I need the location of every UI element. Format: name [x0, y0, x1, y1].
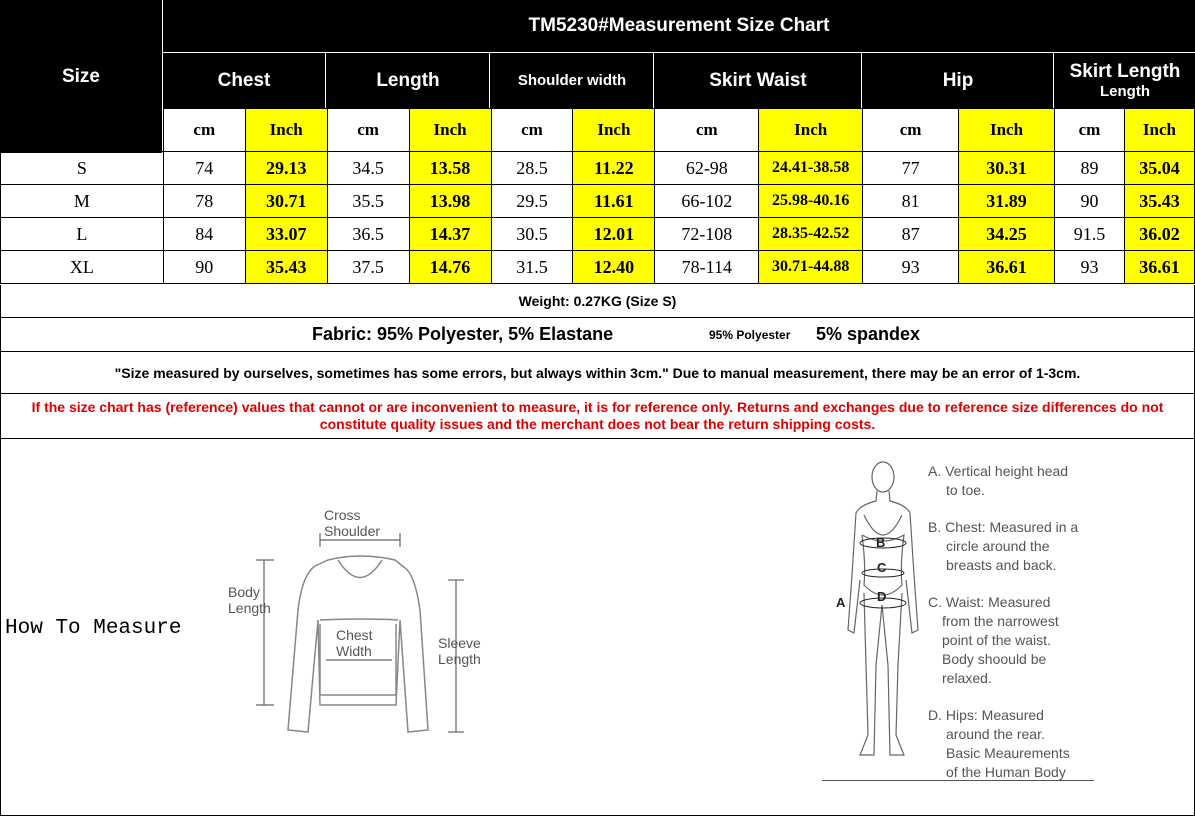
instruction-line: A. Vertical height head	[928, 463, 1069, 479]
size-table	[0, 108, 1195, 284]
value-cell: 78-114	[655, 251, 759, 284]
size-cell: M	[1, 185, 164, 218]
body-label-b: B	[876, 535, 886, 550]
garment-diagram	[220, 500, 510, 750]
size-cell: XL	[1, 251, 164, 284]
fabric-small: 95% Polyester	[709, 327, 791, 342]
value-cell: 14.76	[409, 251, 491, 284]
size-cell: S	[1, 152, 164, 185]
value-cell: 35.04	[1124, 152, 1194, 185]
size-header-label: Size	[61, 65, 101, 87]
value-cell: 33.07	[245, 218, 327, 251]
value-cell: 62-98	[655, 152, 759, 185]
value-cell: 30.5	[491, 218, 573, 251]
size-row-l	[1, 218, 1195, 251]
chart-title-text: TM5230#Measurement Size Chart	[528, 15, 830, 36]
garment-label-sleeve-length: Length	[438, 651, 481, 667]
warning-text: If the size chart has (reference) values that cannot or are inconvenient to measure, it is for reference only. Returns and exchanges due to reference size differences do not constitute quality issues and the merchant does not bear the return shipping costs.	[31, 399, 1164, 432]
value-cell: 89	[1054, 152, 1124, 185]
value-cell: 29.13	[245, 152, 327, 185]
value-cell: 28.5	[491, 152, 573, 185]
size-row-m	[1, 185, 1195, 218]
value-cell: 31.5	[491, 251, 573, 284]
unit-inch: Inch	[245, 109, 327, 152]
value-cell: 78	[163, 185, 245, 218]
value-cell: 35.43	[1124, 185, 1194, 218]
value-cell: 93	[1054, 251, 1124, 284]
garment-label-shoulder: Shoulder	[324, 523, 381, 539]
body-label-a: A	[836, 595, 846, 610]
value-cell: 72-108	[655, 218, 759, 251]
col-header-label: Hip	[942, 69, 974, 91]
how-to-measure-label: How To Measure	[5, 617, 182, 640]
value-cell: 11.61	[573, 185, 655, 218]
value-cell: 35.5	[327, 185, 409, 218]
value-cell: 93	[863, 251, 959, 284]
instruction-line: D. Hips: Measured	[928, 707, 1044, 723]
size-cell: L	[1, 218, 164, 251]
value-cell: 90	[1054, 185, 1124, 218]
instruction-line: Body shoould be	[942, 651, 1047, 667]
unit-cm: cm	[327, 109, 409, 152]
instruction-c	[928, 593, 1128, 688]
disclaimer-row	[0, 352, 1195, 394]
value-cell: 13.98	[409, 185, 491, 218]
body-figure-diagram	[830, 455, 930, 785]
value-cell: 14.37	[409, 218, 491, 251]
instruction-line: relaxed.	[942, 670, 992, 686]
value-cell: 30.31	[959, 152, 1055, 185]
value-cell: 35.43	[245, 251, 327, 284]
col-header-length	[327, 53, 490, 108]
value-cell: 36.61	[959, 251, 1055, 284]
garment-label-body-length: Length	[228, 600, 271, 616]
col-header-skirt-length	[1055, 53, 1195, 108]
warning-row	[0, 394, 1195, 439]
value-cell: 34.25	[959, 218, 1055, 251]
value-cell: 77	[863, 152, 959, 185]
garment-label-cross: Cross	[324, 507, 361, 523]
measure-instructions	[928, 462, 1128, 782]
col-header-label: Chest	[217, 69, 271, 91]
unit-cm: cm	[491, 109, 573, 152]
garment-label-sleeve: Sleeve	[438, 635, 481, 651]
unit-inch: Inch	[409, 109, 491, 152]
instruction-line: B. Chest: Measured in a	[928, 519, 1079, 535]
weight-text: Weight: 0.27KG (Size S)	[518, 293, 677, 309]
value-cell: 13.58	[409, 152, 491, 185]
col-header-hip	[863, 53, 1054, 108]
col-header-label: Skirt Length	[1069, 60, 1181, 82]
unit-cm: cm	[863, 109, 959, 152]
value-cell: 66-102	[655, 185, 759, 218]
body-label-c: C	[877, 560, 887, 575]
instruction-line: from the narrowest	[942, 613, 1059, 629]
value-cell: 36.02	[1124, 218, 1194, 251]
value-cell: 12.01	[573, 218, 655, 251]
value-cell: 37.5	[327, 251, 409, 284]
unit-cm: cm	[163, 109, 245, 152]
col-header-label: Length	[376, 69, 440, 91]
instruction-b	[928, 518, 1128, 575]
instruction-d	[928, 706, 1128, 782]
unit-cm: cm	[1054, 109, 1124, 152]
instruction-line: breasts and back.	[946, 557, 1057, 573]
value-cell: 24.41-38.58	[759, 152, 863, 185]
size-row-xl	[1, 251, 1195, 284]
weight-row	[0, 285, 1195, 318]
body-label-d: D	[877, 589, 887, 604]
value-cell: 87	[863, 218, 959, 251]
size-row-s	[1, 152, 1195, 185]
garment-label-chest: Chest	[336, 627, 373, 643]
col-header-chest	[163, 53, 326, 108]
instruction-line: Basic Meaurements	[946, 745, 1070, 761]
garment-label-body: Body	[228, 584, 260, 600]
instruction-line: circle around the	[946, 538, 1050, 554]
col-header-label: Skirt Waist	[709, 69, 807, 91]
disclaimer-text: "Size measured by ourselves, sometimes has some errors, but always within 3cm." Due to manual measurement, there may be an error of 1-3cm.	[114, 364, 1081, 381]
value-cell: 29.5	[491, 185, 573, 218]
unit-row-spacer	[1, 109, 164, 152]
value-cell: 84	[163, 218, 245, 251]
fabric-main: Fabric: 95% Polyester, 5% Elastane	[312, 324, 614, 344]
fabric-extra: 5% spandex	[816, 324, 921, 344]
unit-inch: Inch	[1124, 109, 1194, 152]
instruction-line: around the rear.	[946, 726, 1045, 742]
instruction-line: to toe.	[946, 482, 985, 498]
fabric-row	[0, 318, 1195, 352]
value-cell: 11.22	[573, 152, 655, 185]
col-header-shoulder	[491, 53, 654, 108]
instruction-line: C. Waist: Measured	[928, 594, 1051, 610]
col-header-skirt-waist	[655, 53, 862, 108]
value-cell: 81	[863, 185, 959, 218]
value-cell: 28.35-42.52	[759, 218, 863, 251]
unit-cm: cm	[655, 109, 759, 152]
value-cell: 36.5	[327, 218, 409, 251]
instruction-a	[928, 462, 1128, 500]
garment-label-width: Width	[336, 643, 372, 659]
instruction-line: of the Human Body	[946, 764, 1066, 780]
unit-inch: Inch	[573, 109, 655, 152]
unit-inch: Inch	[759, 109, 863, 152]
unit-row	[1, 109, 1195, 152]
value-cell: 25.98-40.16	[759, 185, 863, 218]
col-header-sublabel: Length	[1100, 82, 1150, 100]
value-cell: 30.71	[245, 185, 327, 218]
value-cell: 74	[163, 152, 245, 185]
instruction-line: point of the waist.	[942, 632, 1051, 648]
value-cell: 34.5	[327, 152, 409, 185]
value-cell: 91.5	[1054, 218, 1124, 251]
value-cell: 36.61	[1124, 251, 1194, 284]
col-header-label: Shoulder width	[517, 72, 627, 89]
chart-title	[163, 0, 1195, 52]
value-cell: 30.71-44.88	[759, 251, 863, 284]
value-cell: 90	[163, 251, 245, 284]
unit-inch: Inch	[959, 109, 1055, 152]
value-cell: 12.40	[573, 251, 655, 284]
value-cell: 31.89	[959, 185, 1055, 218]
